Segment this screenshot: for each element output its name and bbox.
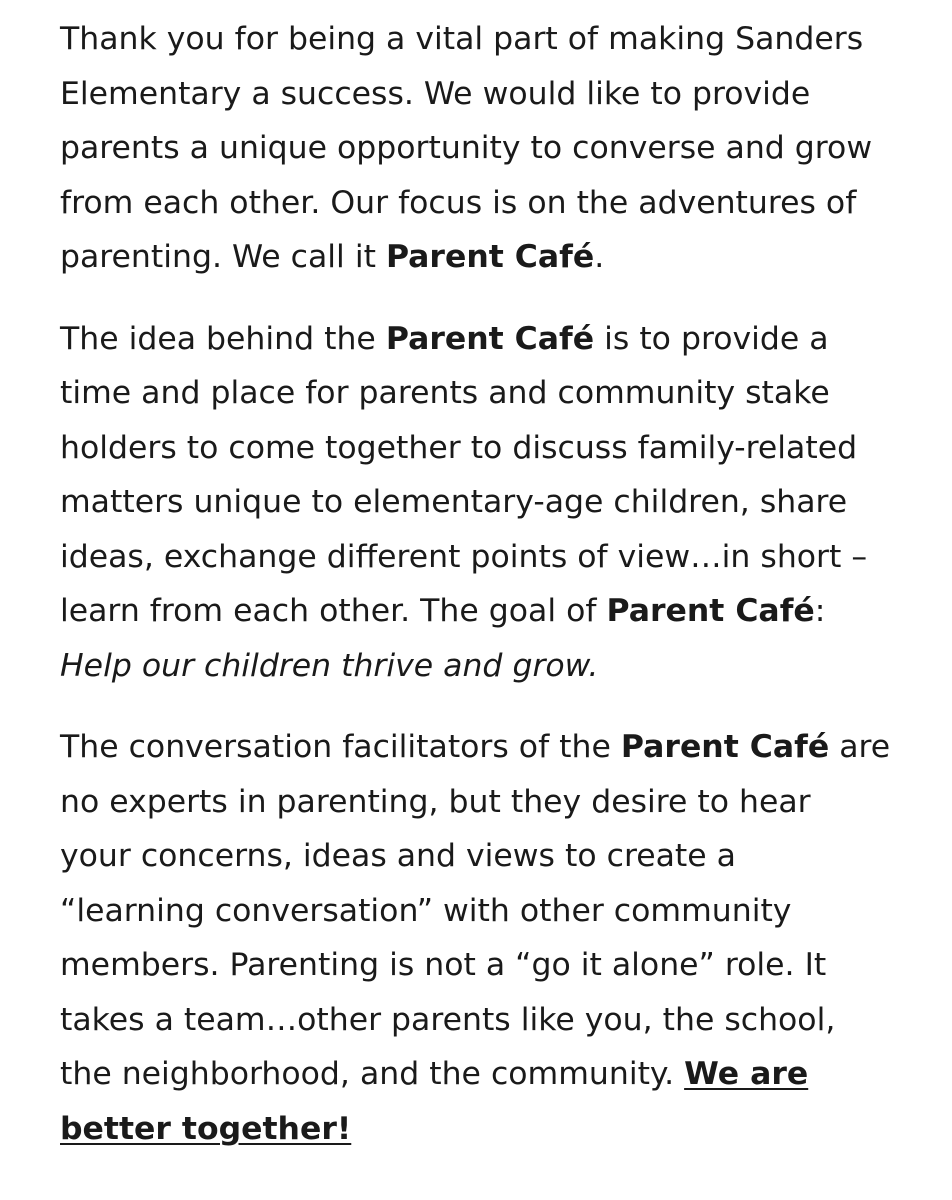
text-line: [60, 67, 940, 122]
text-line: [60, 639, 940, 694]
text-line: [60, 720, 940, 775]
paragraph-2: [60, 312, 940, 694]
emphasis-bold: Parent Café: [606, 593, 815, 629]
paragraph-1: [60, 12, 940, 285]
text-line: [60, 121, 940, 176]
text-run: learn from each other. The goal of: [60, 593, 607, 629]
text-line: [60, 938, 940, 993]
text-run: your concerns, ideas and views to create a: [60, 838, 736, 874]
text-run: “learning conversation” with other community: [60, 892, 792, 929]
text-run: takes a team…other parents like you, the school,: [60, 1001, 836, 1038]
letter-body: [60, 12, 940, 1156]
text-line: [60, 530, 940, 585]
text-run: holders to come together to discuss family-related: [60, 429, 858, 466]
text-line: [60, 993, 940, 1048]
text-run: The idea behind the: [60, 320, 386, 357]
text-line: [60, 584, 940, 639]
text-run: ideas, exchange different points of view…in short –: [60, 538, 868, 575]
text-run: time and place for parents and community stake: [60, 375, 830, 411]
text-run: .: [594, 239, 605, 275]
text-line: [60, 421, 940, 476]
text-line: [60, 475, 940, 530]
text-run: parenting. We call it: [60, 239, 386, 275]
emphasis-bold: Parent Café: [385, 320, 595, 357]
text-run: The conversation facilitators of the: [60, 729, 621, 765]
text-line: [60, 1047, 940, 1102]
text-line: [60, 775, 940, 830]
text-line: [60, 829, 940, 884]
text-line: [60, 1102, 940, 1157]
text-line: [60, 12, 940, 67]
text-line: [60, 176, 940, 231]
text-run: is to provide a: [594, 320, 829, 357]
text-run: matters unique to elementary-age children, share: [60, 484, 848, 520]
text-line: [60, 230, 940, 285]
paragraph-3: [60, 720, 940, 1156]
emphasis-bold-underline: We are: [684, 1056, 809, 1092]
text-line: [60, 312, 940, 367]
text-line: [60, 366, 940, 421]
emphasis-bold-underline: better together!: [60, 1110, 352, 1147]
text-run: :: [814, 593, 826, 629]
emphasis-italic: Help our children thrive and grow.: [60, 647, 599, 684]
emphasis-bold: Parent Café: [385, 239, 595, 275]
text-run: Elementary a success. We would like to provide: [60, 75, 811, 112]
text-run: members. Parenting is not a “go it alone” role. It: [60, 947, 827, 983]
text-run: no experts in parenting, but they desire to hear: [60, 783, 811, 820]
text-run: from each other. Our focus is on the adventures of: [60, 184, 857, 221]
text-run: parents a unique opportunity to converse and grow: [60, 130, 873, 166]
text-run: the neighborhood, and the community.: [60, 1056, 685, 1092]
text-run: are: [829, 729, 891, 765]
text-line: [60, 884, 940, 939]
emphasis-bold: Parent Café: [620, 729, 830, 765]
text-run: Thank you for being a vital part of making Sanders: [60, 21, 864, 57]
letter-content: [60, 12, 940, 1156]
